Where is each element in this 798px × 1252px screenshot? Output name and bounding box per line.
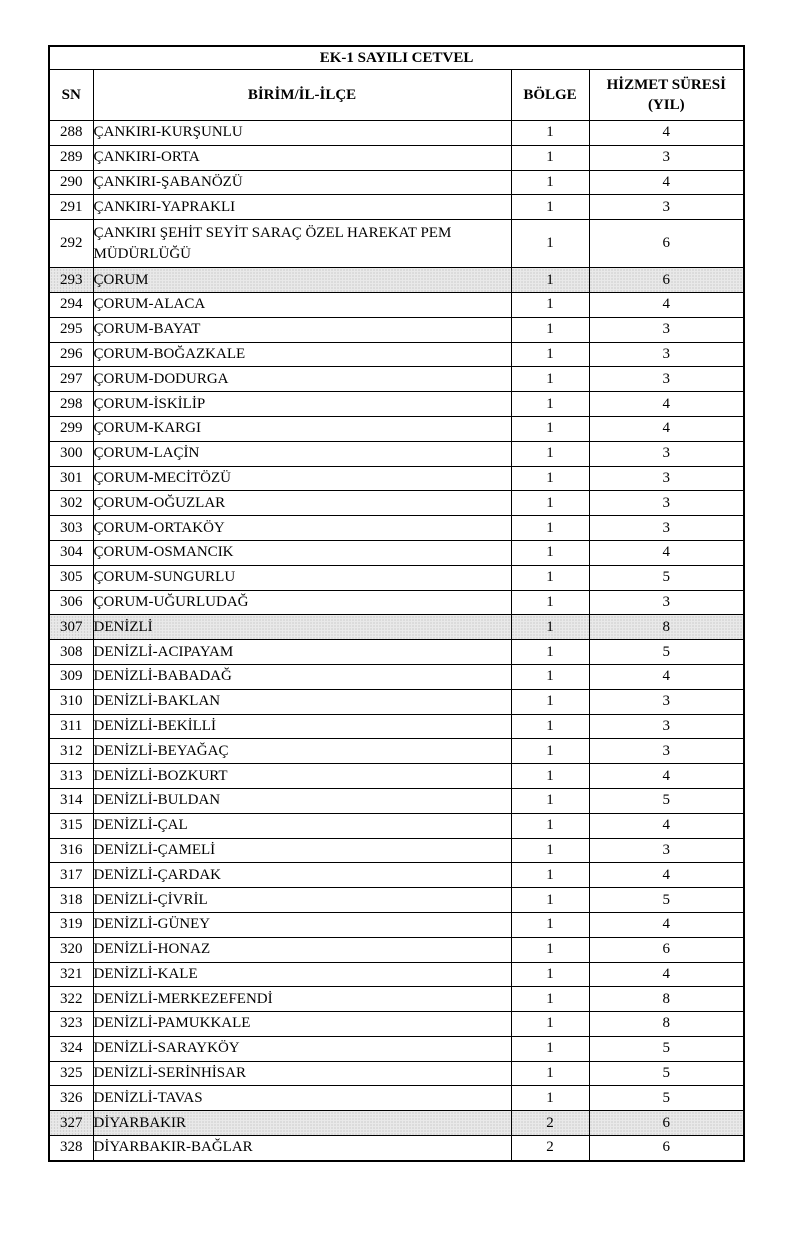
cell-sn: 326 (49, 1086, 93, 1111)
cell-bolge: 1 (511, 292, 589, 317)
cell-bolge: 1 (511, 1012, 589, 1037)
cell-bolge: 1 (511, 342, 589, 367)
cell-sn: 290 (49, 170, 93, 195)
cell-hizmet-suresi: 6 (589, 268, 744, 293)
cell-hizmet-suresi: 4 (589, 912, 744, 937)
cell-birim: ÇORUM-OSMANCIK (93, 540, 511, 565)
cell-bolge: 1 (511, 888, 589, 913)
header-sn: SN (49, 70, 93, 121)
cell-hizmet-suresi: 3 (589, 342, 744, 367)
cell-bolge: 1 (511, 739, 589, 764)
table-row (49, 367, 744, 392)
table-header-row (49, 70, 744, 121)
cell-bolge: 1 (511, 516, 589, 541)
cell-hizmet-suresi: 4 (589, 170, 744, 195)
table-row (49, 615, 744, 640)
table-row (49, 441, 744, 466)
cell-sn: 300 (49, 441, 93, 466)
cell-bolge: 1 (511, 121, 589, 146)
table-row (49, 268, 744, 293)
cell-bolge: 1 (511, 565, 589, 590)
cell-hizmet-suresi: 4 (589, 664, 744, 689)
cell-birim: ÇORUM-SUNGURLU (93, 565, 511, 590)
table-row (49, 788, 744, 813)
cell-bolge: 1 (511, 689, 589, 714)
cell-bolge: 1 (511, 367, 589, 392)
cell-bolge: 2 (511, 1111, 589, 1136)
cell-birim: ÇORUM (93, 268, 511, 293)
cell-hizmet-suresi: 4 (589, 416, 744, 441)
table-row (49, 962, 744, 987)
cell-bolge: 1 (511, 640, 589, 665)
cell-hizmet-suresi: 3 (589, 466, 744, 491)
cell-birim: DİYARBAKIR (93, 1111, 511, 1136)
cell-bolge: 1 (511, 813, 589, 838)
cell-birim: DENİZLİ-BOZKURT (93, 764, 511, 789)
cell-birim: DENİZLİ-ÇAMELİ (93, 838, 511, 863)
cell-bolge: 1 (511, 937, 589, 962)
cell-sn: 305 (49, 565, 93, 590)
header-hizmet-suresi (589, 70, 744, 121)
cell-birim: ÇORUM-OĞUZLAR (93, 491, 511, 516)
table-row (49, 888, 744, 913)
cell-birim: DENİZLİ-BEKİLLİ (93, 714, 511, 739)
table-row (49, 317, 744, 342)
cell-birim: ÇORUM-MECİTÖZÜ (93, 466, 511, 491)
cell-birim: DENİZLİ-ACIPAYAM (93, 640, 511, 665)
cell-sn: 296 (49, 342, 93, 367)
cell-hizmet-suresi: 5 (589, 788, 744, 813)
cell-hizmet-suresi: 4 (589, 813, 744, 838)
cell-sn: 322 (49, 987, 93, 1012)
cell-birim: DENİZLİ-BULDAN (93, 788, 511, 813)
cell-hizmet-suresi: 3 (589, 367, 744, 392)
cell-birim: ÇORUM-KARGI (93, 416, 511, 441)
cell-birim: ÇORUM-DODURGA (93, 367, 511, 392)
table-row (49, 739, 744, 764)
cell-sn: 317 (49, 863, 93, 888)
header-bolge: BÖLGE (511, 70, 589, 121)
table-row (49, 1012, 744, 1037)
cell-sn: 289 (49, 145, 93, 170)
cell-sn: 309 (49, 664, 93, 689)
cell-birim: ÇORUM-BOĞAZKALE (93, 342, 511, 367)
table-row (49, 416, 744, 441)
cell-hizmet-suresi: 3 (589, 195, 744, 220)
cell-hizmet-suresi: 5 (589, 1036, 744, 1061)
cell-sn: 310 (49, 689, 93, 714)
cell-birim: DENİZLİ-BAKLAN (93, 689, 511, 714)
cell-bolge: 1 (511, 714, 589, 739)
cell-birim: DENİZLİ-TAVAS (93, 1086, 511, 1111)
table-row (49, 170, 744, 195)
cell-birim: DENİZLİ-ÇİVRİL (93, 888, 511, 913)
cell-bolge: 1 (511, 220, 589, 268)
cell-bolge: 1 (511, 145, 589, 170)
cell-bolge: 1 (511, 838, 589, 863)
cell-hizmet-suresi: 6 (589, 1136, 744, 1161)
cell-hizmet-suresi: 4 (589, 540, 744, 565)
cell-hizmet-suresi: 5 (589, 1061, 744, 1086)
cell-birim: ÇANKIRI-YAPRAKLI (93, 195, 511, 220)
header-hizmet-suresi-line1: HİZMET SÜRESİ (606, 77, 726, 93)
table-row (49, 987, 744, 1012)
cell-birim: ÇANKIRI-KURŞUNLU (93, 121, 511, 146)
cell-hizmet-suresi: 3 (589, 317, 744, 342)
cell-birim: DENİZLİ-BABADAĞ (93, 664, 511, 689)
table-row (49, 1036, 744, 1061)
cell-sn: 315 (49, 813, 93, 838)
table-row (49, 1136, 744, 1161)
cell-bolge: 1 (511, 664, 589, 689)
table-row (49, 292, 744, 317)
cell-bolge: 1 (511, 615, 589, 640)
cell-sn: 318 (49, 888, 93, 913)
cell-bolge: 1 (511, 466, 589, 491)
table-title: EK-1 SAYILI CETVEL (49, 46, 744, 70)
cell-hizmet-suresi: 3 (589, 689, 744, 714)
cell-birim: ÇANKIRI-ŞABANÖZÜ (93, 170, 511, 195)
cell-birim: DENİZLİ-MERKEZEFENDİ (93, 987, 511, 1012)
cell-sn: 308 (49, 640, 93, 665)
cell-birim: DENİZLİ-PAMUKKALE (93, 1012, 511, 1037)
cell-sn: 288 (49, 121, 93, 146)
cell-sn: 324 (49, 1036, 93, 1061)
cell-sn: 304 (49, 540, 93, 565)
table-row (49, 714, 744, 739)
cell-birim: ÇORUM-ORTAKÖY (93, 516, 511, 541)
table-row (49, 121, 744, 146)
cell-sn: 302 (49, 491, 93, 516)
table-row (49, 342, 744, 367)
cell-birim: ÇORUM-İSKİLİP (93, 392, 511, 417)
cell-birim: DENİZLİ-GÜNEY (93, 912, 511, 937)
cell-sn: 298 (49, 392, 93, 417)
cell-sn: 319 (49, 912, 93, 937)
table-row (49, 540, 744, 565)
cell-bolge: 1 (511, 590, 589, 615)
cell-bolge: 2 (511, 1136, 589, 1161)
cell-bolge: 1 (511, 912, 589, 937)
cell-bolge: 1 (511, 1086, 589, 1111)
table-row (49, 516, 744, 541)
cell-sn: 292 (49, 220, 93, 268)
cell-birim: DENİZLİ (93, 615, 511, 640)
cell-sn: 306 (49, 590, 93, 615)
cell-sn: 295 (49, 317, 93, 342)
cell-bolge: 1 (511, 1036, 589, 1061)
cell-hizmet-suresi: 3 (589, 516, 744, 541)
cell-bolge: 1 (511, 788, 589, 813)
cell-hizmet-suresi: 5 (589, 640, 744, 665)
cell-sn: 293 (49, 268, 93, 293)
cell-sn: 327 (49, 1111, 93, 1136)
cell-bolge: 1 (511, 317, 589, 342)
cell-sn: 307 (49, 615, 93, 640)
cell-birim: DENİZLİ-BEYAĞAÇ (93, 739, 511, 764)
table-row (49, 863, 744, 888)
cell-hizmet-suresi: 8 (589, 987, 744, 1012)
cell-sn: 323 (49, 1012, 93, 1037)
table-row (49, 937, 744, 962)
cell-sn: 301 (49, 466, 93, 491)
cell-hizmet-suresi: 3 (589, 714, 744, 739)
cell-birim: ÇANKIRI ŞEHİT SEYİT SARAÇ ÖZEL HAREKAT PEM MÜDÜRLÜĞÜ (93, 220, 511, 268)
cell-birim: DENİZLİ-SARAYKÖY (93, 1036, 511, 1061)
table-body (49, 121, 744, 1161)
cell-hizmet-suresi: 4 (589, 392, 744, 417)
cell-sn: 311 (49, 714, 93, 739)
cell-hizmet-suresi: 3 (589, 739, 744, 764)
table-row (49, 838, 744, 863)
cell-sn: 299 (49, 416, 93, 441)
cell-bolge: 1 (511, 863, 589, 888)
cell-birim: DENİZLİ-SERİNHİSAR (93, 1061, 511, 1086)
cell-sn: 321 (49, 962, 93, 987)
cell-sn: 316 (49, 838, 93, 863)
cell-hizmet-suresi: 6 (589, 220, 744, 268)
cell-hizmet-suresi: 8 (589, 615, 744, 640)
cell-hizmet-suresi: 4 (589, 292, 744, 317)
cell-bolge: 1 (511, 416, 589, 441)
table-row (49, 689, 744, 714)
cell-hizmet-suresi: 6 (589, 1111, 744, 1136)
table-row (49, 764, 744, 789)
cell-hizmet-suresi: 5 (589, 888, 744, 913)
cell-birim: DENİZLİ-ÇARDAK (93, 863, 511, 888)
ek-1-cetvel-table (48, 45, 745, 1162)
cell-sn: 297 (49, 367, 93, 392)
table-row (49, 145, 744, 170)
cell-hizmet-suresi: 6 (589, 937, 744, 962)
cell-sn: 312 (49, 739, 93, 764)
cell-bolge: 1 (511, 962, 589, 987)
cell-bolge: 1 (511, 764, 589, 789)
cell-bolge: 1 (511, 195, 589, 220)
cell-sn: 325 (49, 1061, 93, 1086)
cell-birim: DENİZLİ-HONAZ (93, 937, 511, 962)
cell-hizmet-suresi: 5 (589, 565, 744, 590)
cell-bolge: 1 (511, 441, 589, 466)
cell-hizmet-suresi: 5 (589, 1086, 744, 1111)
cell-hizmet-suresi: 3 (589, 590, 744, 615)
table-row (49, 491, 744, 516)
cell-bolge: 1 (511, 540, 589, 565)
cell-sn: 313 (49, 764, 93, 789)
cell-hizmet-suresi: 3 (589, 491, 744, 516)
cell-sn: 314 (49, 788, 93, 813)
cell-birim: DENİZLİ-KALE (93, 962, 511, 987)
cell-bolge: 1 (511, 1061, 589, 1086)
table-row (49, 220, 744, 268)
cell-birim: ÇORUM-BAYAT (93, 317, 511, 342)
header-hizmet-suresi-line2: (YIL) (647, 97, 685, 113)
table-row (49, 664, 744, 689)
cell-hizmet-suresi: 3 (589, 145, 744, 170)
cell-hizmet-suresi: 4 (589, 863, 744, 888)
cell-sn: 303 (49, 516, 93, 541)
cell-bolge: 1 (511, 170, 589, 195)
table-row (49, 565, 744, 590)
cell-bolge: 1 (511, 987, 589, 1012)
cell-hizmet-suresi: 4 (589, 764, 744, 789)
cell-birim: ÇORUM-LAÇİN (93, 441, 511, 466)
cell-bolge: 1 (511, 392, 589, 417)
cell-hizmet-suresi: 3 (589, 441, 744, 466)
table-row (49, 466, 744, 491)
cell-birim: DENİZLİ-ÇAL (93, 813, 511, 838)
cell-bolge: 1 (511, 268, 589, 293)
cell-hizmet-suresi: 4 (589, 121, 744, 146)
table-row (49, 590, 744, 615)
cell-hizmet-suresi: 4 (589, 962, 744, 987)
cell-hizmet-suresi: 3 (589, 838, 744, 863)
cell-birim: DİYARBAKIR-BAĞLAR (93, 1136, 511, 1161)
cell-birim: ÇORUM-UĞURLUDAĞ (93, 590, 511, 615)
cell-birim: ÇANKIRI-ORTA (93, 145, 511, 170)
table-title-row (49, 46, 744, 70)
cell-sn: 294 (49, 292, 93, 317)
table-row (49, 392, 744, 417)
table-row (49, 912, 744, 937)
cell-sn: 320 (49, 937, 93, 962)
table-row (49, 640, 744, 665)
cell-bolge: 1 (511, 491, 589, 516)
table-row (49, 813, 744, 838)
table-row (49, 1111, 744, 1136)
cell-sn: 328 (49, 1136, 93, 1161)
cell-sn: 291 (49, 195, 93, 220)
cell-birim: ÇORUM-ALACA (93, 292, 511, 317)
cell-hizmet-suresi: 8 (589, 1012, 744, 1037)
table-row (49, 1061, 744, 1086)
header-birim: BİRİM/İL-İLÇE (93, 70, 511, 121)
table-row (49, 195, 744, 220)
table-row (49, 1086, 744, 1111)
